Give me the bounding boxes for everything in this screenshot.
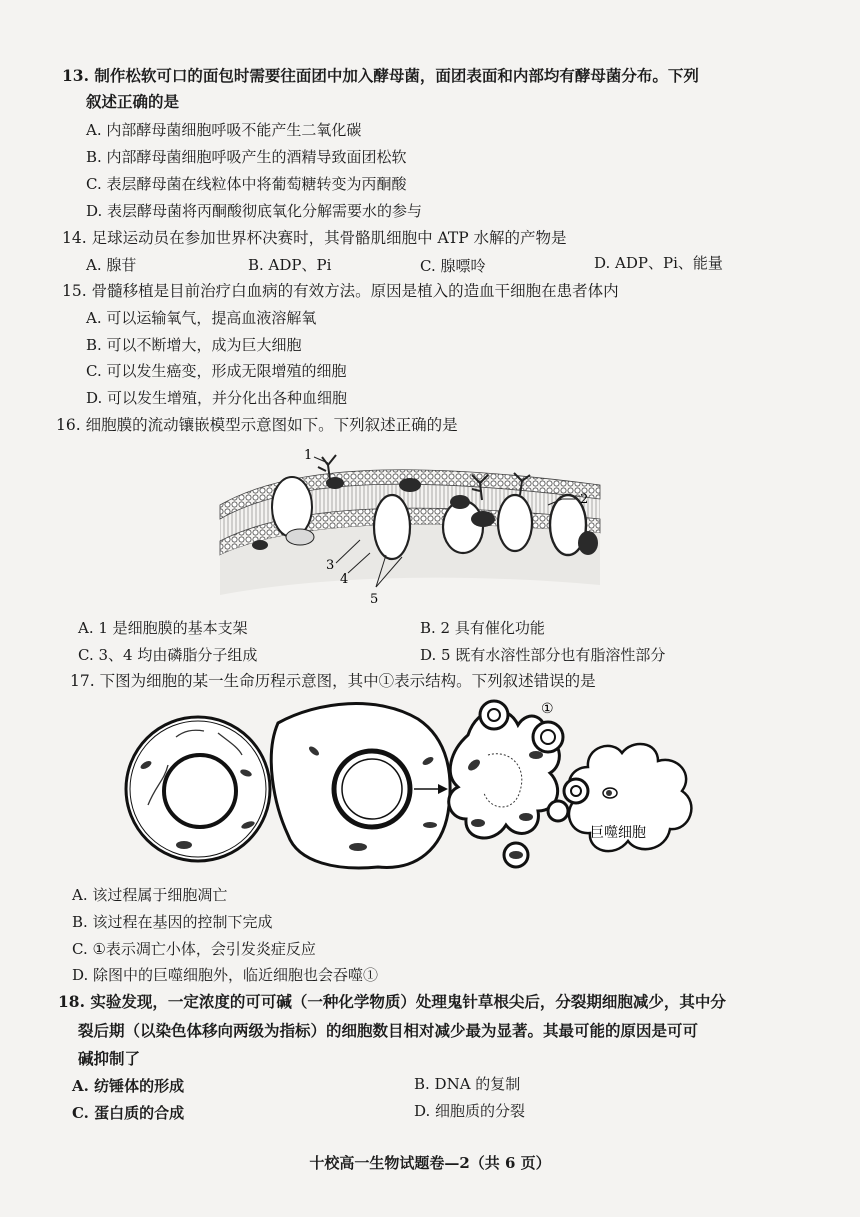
q18-stem-line1: 18. 实验发现，一定浓度的可可碱（一种化学物质）处理鬼针草根尖后，分裂期细胞减少，其中分 bbox=[58, 992, 726, 1011]
q18-stem-line3: 碱抑制了 bbox=[78, 1049, 141, 1068]
q18-option-d: D. 细胞质的分裂 bbox=[414, 1102, 526, 1120]
q16-option-d: D. 5 既有水溶性部分也有脂溶性部分 bbox=[420, 646, 666, 664]
q15-option-d: D. 可以发生增殖，并分化出各种血细胞 bbox=[86, 389, 348, 407]
q13-option-c: C. 表层酵母菌在线粒体中将葡萄糖转变为丙酮酸 bbox=[86, 175, 407, 193]
q17-option-d: D. 除图中的巨噬细胞外，临近细胞也会吞噬① bbox=[72, 966, 379, 984]
membrane-label-4: 4 bbox=[340, 572, 349, 587]
q14-option-a: A. 腺苷 bbox=[86, 256, 137, 274]
q18-stem-line2: 裂后期（以染色体移向两级为指标）的细胞数目相对减少最为显著。其最可能的原因是可可 bbox=[78, 1021, 699, 1040]
q17-option-c: C. ①表示凋亡小体，会引发炎症反应 bbox=[72, 940, 316, 958]
q15-option-c: C. 可以发生癌变，形成无限增殖的细胞 bbox=[86, 362, 347, 380]
q13-stem-line1: 13. 制作松软可口的面包时需要往面团中加入酵母菌，面团表面和内部均有酵母菌分布。下列 bbox=[62, 66, 699, 85]
page-footer: 十校高一生物试题卷—2（共 6 页） bbox=[309, 1154, 551, 1172]
q16-stem: 16. 细胞膜的流动镶嵌模型示意图如下。下列叙述正确的是 bbox=[56, 416, 458, 434]
membrane-label-2: 2 bbox=[580, 492, 589, 507]
apoptosis-process-figure bbox=[118, 695, 778, 873]
q18-option-a: A. 纺锤体的形成 bbox=[72, 1077, 185, 1095]
q17-option-a: A. 该过程属于细胞凋亡 bbox=[72, 886, 228, 904]
q13-option-d: D. 表层酵母菌将丙酮酸彻底氧化分解需要水的参与 bbox=[86, 202, 423, 220]
q16-option-c: C. 3、4 均由磷脂分子组成 bbox=[78, 646, 258, 664]
q14-stem: 14. 足球运动员在参加世界杯决赛时，其骨骼肌细胞中 ATP 水解的产物是 bbox=[62, 229, 567, 247]
q14-option-d: D. ADP、Pi、能量 bbox=[594, 254, 723, 272]
q16-option-a: A. 1 是细胞膜的基本支架 bbox=[78, 619, 248, 637]
q17-stem: 17. 下图为细胞的某一生命历程示意图，其中①表示结构。下列叙述错误的是 bbox=[70, 672, 596, 690]
q18-option-c: C. 蛋白质的合成 bbox=[72, 1104, 185, 1122]
membrane-label-5: 5 bbox=[370, 592, 379, 607]
q15-option-b: B. 可以不断增大，成为巨大细胞 bbox=[86, 336, 302, 354]
macrophage-label: 巨噬细胞 bbox=[590, 825, 646, 841]
q15-option-a: A. 可以运输氧气，提高血液溶解氧 bbox=[86, 309, 317, 327]
membrane-label-3: 3 bbox=[326, 558, 335, 573]
q14-option-b: B. ADP、Pi bbox=[248, 256, 332, 274]
fluid-mosaic-membrane-figure bbox=[210, 445, 610, 610]
q16-option-b: B. 2 具有催化功能 bbox=[420, 619, 545, 637]
q13-option-a: A. 内部酵母菌细胞呼吸不能产生二氧化碳 bbox=[86, 121, 362, 139]
q15-stem: 15. 骨髓移植是目前治疗白血病的有效方法。原因是植入的造血干细胞在患者体内 bbox=[62, 282, 619, 300]
membrane-label-1: 1 bbox=[304, 448, 313, 463]
q17-option-b: B. 该过程在基因的控制下完成 bbox=[72, 913, 273, 931]
q14-option-c: C. 腺嘌呤 bbox=[420, 257, 486, 275]
q13-stem-line2: 叙述正确的是 bbox=[86, 92, 180, 111]
q13-option-b: B. 内部酵母菌细胞呼吸产生的酒精导致面团松软 bbox=[86, 148, 407, 166]
apoptotic-body-label: ① bbox=[541, 701, 554, 717]
q18-option-b: B. DNA 的复制 bbox=[414, 1075, 521, 1093]
